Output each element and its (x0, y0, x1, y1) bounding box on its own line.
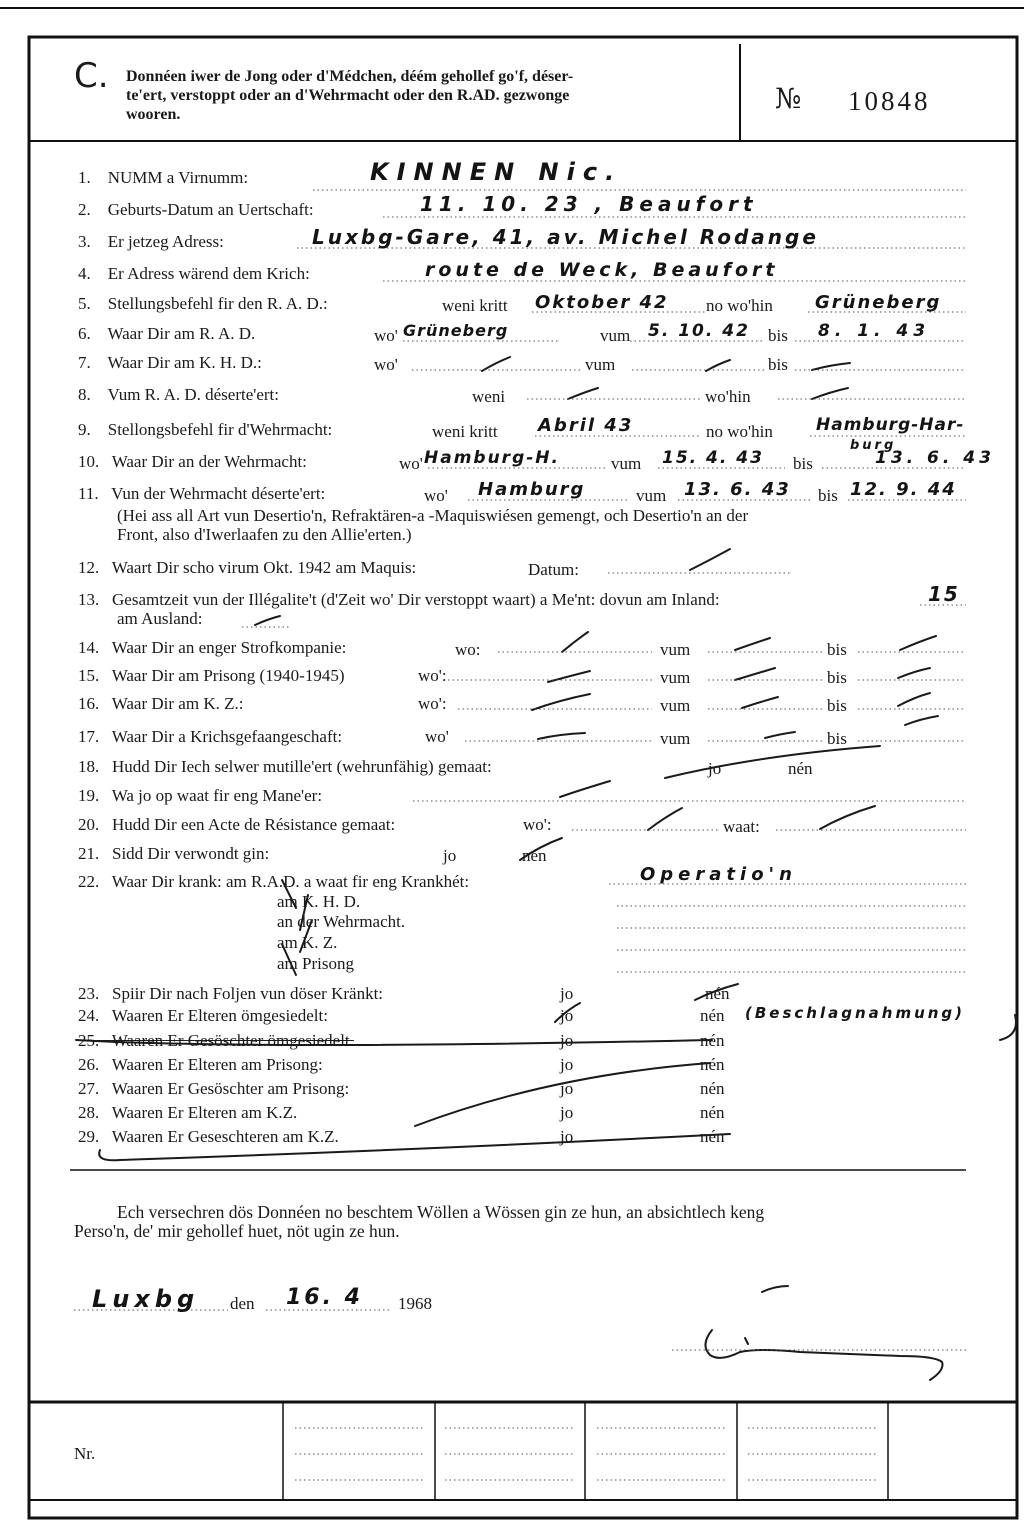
row-9 (78, 420, 332, 440)
row-number: 26. (78, 1055, 100, 1074)
nen-option: nén (522, 846, 547, 865)
nen-option: nén (700, 1055, 725, 1074)
wo-label: wo': (523, 815, 552, 834)
number-sign: № (775, 82, 802, 115)
row-label: Er Adress wärend dem Krich: (107, 264, 310, 283)
row-number: 20. (78, 815, 100, 834)
row-label: Gesamtzeit vun der Illégalite't (d'Zeit wo' Dir verstoppt waart) a Me'nt: dovun am Inland: (112, 590, 720, 609)
row-number: 21. (78, 844, 100, 863)
nr-label: Nr. (74, 1444, 96, 1463)
row-26 (78, 1055, 323, 1075)
row-label: Waar Dir am K. H. D.: (107, 353, 262, 372)
vum-label: vum (660, 640, 691, 659)
wo-value: Hamburg (478, 479, 586, 500)
row-6 (78, 324, 255, 344)
bis-value: 8. 1. 43 (818, 321, 931, 341)
vum-label: vum (636, 486, 667, 505)
bis-value: 13. 6. 43 (875, 448, 995, 468)
row-label: Hudd Dir Iech selwer mutille'ert (wehrunfähig) gemaat: (112, 757, 492, 776)
nen-option: nén (700, 1031, 725, 1050)
row-number: 12. (78, 558, 100, 577)
row-number: 7. (78, 353, 91, 372)
vum-label: vum (660, 729, 691, 748)
vum-label: vum (660, 668, 691, 687)
row-number: 17. (78, 727, 100, 746)
vum-label: vum (660, 696, 691, 715)
row-number: 18. (78, 757, 100, 776)
war-address-value: route de Weck, Beaufort (425, 259, 779, 281)
row-8 (78, 385, 279, 405)
row-14 (78, 638, 346, 658)
jo-option: jo (560, 1079, 574, 1098)
row-1 (78, 168, 248, 188)
wo-label: wo': (418, 694, 447, 713)
illness-sub-khd: am K. H. D. (277, 892, 361, 911)
illness-sub-kz: am K. Z. (277, 933, 338, 952)
illness-sub-prisong: am Prisong (277, 954, 354, 973)
row-24-note: (Beschlagnahmung) (745, 1004, 966, 1022)
nowohin-value: Hamburg-Har- (816, 415, 965, 435)
row-number: 8. (78, 385, 91, 404)
row-23 (78, 984, 383, 1004)
row-label: Waaren Er Gesöschter am Prisong: (111, 1079, 350, 1098)
nen-option: nén (700, 1079, 725, 1098)
row-label: Waaren Er Elteren ömgesiedelt: (111, 1006, 328, 1025)
row-number: 27. (78, 1079, 100, 1098)
wo-label: wo': (418, 666, 447, 685)
row-label: Waaren Er Elteren am Prisong: (111, 1055, 323, 1074)
declaration-line-2: Perso'n, de' mir gehollef huet, nöt ugin ze hun. (74, 1221, 400, 1241)
wo-label: wo' (374, 326, 398, 345)
row-number: 19. (78, 786, 100, 805)
row-number: 29. (78, 1127, 100, 1146)
row-number: 5. (78, 294, 91, 313)
waat-label: waat: (723, 817, 760, 836)
row-27 (78, 1079, 349, 1099)
row-label: Sidd Dir verwondt gin: (112, 844, 270, 863)
wo-value: Hamburg-H. (424, 448, 560, 468)
row-number: 13. (78, 590, 100, 609)
nen-option: nén (788, 759, 813, 778)
row-13 (78, 590, 720, 610)
weni-label: weni kritt (432, 422, 498, 441)
row-label: Vum R. A. D. déserte'ert: (107, 385, 279, 404)
bis-label: bis (768, 326, 788, 345)
jo-option: jo (560, 1127, 574, 1146)
section-header (126, 67, 573, 124)
header-line-3: wooren. (126, 106, 181, 123)
row-label: Waar Dir a Krichsgefaangeschaft: (111, 727, 343, 746)
row-label: Stellongsbefehl fir d'Wehrmacht: (107, 420, 333, 439)
ausland-label: am Ausland: (117, 609, 203, 628)
vum-label: vum (611, 454, 642, 473)
row-24 (78, 1006, 328, 1026)
header-line-2: te'ert, verstoppt oder an d'Wehrmacht oder den R.AD. gezwonge (126, 87, 570, 104)
row-number: 11. (78, 484, 99, 503)
row-label: Vun der Wehrmacht déserte'ert: (111, 484, 326, 503)
name-value: KINNEN Nic. (370, 158, 623, 186)
bis-label: bis (768, 355, 788, 374)
row-number: 22. (78, 872, 100, 891)
year-label: 1968 (398, 1294, 432, 1313)
wo-label: wo' (399, 454, 423, 473)
nowohin-label: no wo'hin (706, 422, 773, 441)
row-label: Waar Dir krank: am R.A.D. a waat fir eng Krankhét: (111, 872, 470, 891)
inland-value: 15 (928, 582, 960, 606)
address-value: Luxbg-Gare, 41, av. Michel Rodange (312, 225, 819, 249)
row-number: 24. (78, 1006, 100, 1025)
row-number: 25. (78, 1031, 100, 1050)
desertion-note-1: (Hei ass all Art vun Desertio'n, Refraktären-a -Maquiswiésen gemengt, och Desertio'n an der (117, 506, 749, 525)
wo-label: wo: (455, 640, 481, 659)
nen-option: nén (700, 1127, 725, 1146)
nen-option: nén (705, 984, 730, 1003)
row-3 (78, 232, 224, 252)
row-number: 2. (78, 200, 91, 219)
row-label: Waar Dir am R. A. D. (107, 324, 256, 343)
row-label: Stellungsbefehl fir den R. A. D.: (107, 294, 328, 313)
wo-label: wo' (374, 355, 398, 374)
row-number: 1. (78, 168, 91, 187)
row-number: 6. (78, 324, 91, 343)
bis-value: 12. 9. 44 (850, 479, 957, 500)
jo-option: jo (560, 1006, 574, 1025)
row-11 (78, 484, 325, 504)
row-2 (78, 200, 314, 220)
row-25 (78, 1031, 354, 1051)
row-4 (78, 264, 310, 284)
row-18 (78, 757, 492, 777)
section-letter: C. (74, 56, 109, 96)
row-number: 9. (78, 420, 91, 439)
row-number: 15. (78, 666, 100, 685)
header-line-1: Donnéen iwer de Jong oder d'Médchen, déém gehollef go'f, déser- (126, 68, 574, 85)
nowohin-value-cont: burg (850, 438, 897, 453)
row-20 (78, 815, 395, 835)
row-5 (78, 294, 328, 314)
row-number: 16. (78, 694, 100, 713)
vum-value: 5. 10. 42 (648, 321, 750, 341)
row-10 (78, 452, 307, 472)
den-label: den (230, 1294, 255, 1313)
wo-label: wo' (425, 727, 449, 746)
place-value: Luxbg (92, 1285, 200, 1313)
bis-label: bis (827, 729, 847, 748)
weni-label: weni kritt (442, 296, 508, 315)
jo-option: jo (708, 759, 722, 778)
bis-label: bis (793, 454, 813, 473)
bis-label: bis (827, 696, 847, 715)
nowohin-label: no wo'hin (706, 296, 773, 315)
row-number: 23. (78, 984, 100, 1003)
row-21 (78, 844, 269, 864)
date-value: 16. 4 (286, 1285, 363, 1310)
row-label: Spiir Dir nach Foljen vun döser Kränkt: (112, 984, 384, 1003)
row-number: 10. (78, 452, 100, 471)
jo-option: jo (560, 1031, 574, 1050)
vum-label: vum (585, 355, 616, 374)
vum-label: vum (600, 326, 631, 345)
wo-value: Grüneberg (403, 321, 509, 340)
row-label: Waaren Er Elteren am K.Z. (111, 1103, 298, 1122)
row-7 (78, 353, 262, 373)
row-label: Waaren Er Geseschteren am K.Z. (111, 1127, 339, 1146)
declaration-line-1: Ech versechren dös Donnéen no beschtem Wöllen a Wössen gin ze hun, an absichtlech keng (117, 1202, 765, 1222)
row-label: Er jetzeg Adress: (107, 232, 224, 251)
bis-label: bis (827, 668, 847, 687)
row-16 (78, 694, 243, 714)
row-label: Hudd Dir een Acte de Résistance gemaat: (112, 815, 396, 834)
row-number: 28. (78, 1103, 100, 1122)
row-label: Wa jo op waat fir eng Mane'er: (111, 786, 323, 805)
row-17 (78, 727, 342, 747)
desertion-note-2: Front, also d'Iwerlaafen zu den Allie'erten.) (117, 525, 412, 544)
row-12 (78, 558, 416, 578)
nen-option: nén (700, 1006, 725, 1025)
row-label: Waaren Er Gesöschter ömgesiedelt. (111, 1031, 354, 1050)
weni-value: Oktober 42 (535, 292, 669, 313)
row-label: Waar Dir am Prisong (1940-1945) (111, 666, 345, 685)
row-label: NUMM a Virnumm: (107, 168, 249, 187)
illness-sub-wehrmacht: an der Wehrmacht. (277, 912, 406, 931)
row-label: Waart Dir scho virum Okt. 1942 am Maquis: (111, 558, 417, 577)
row-22 (78, 872, 469, 892)
birth-value: 11. 10. 23 , Beaufort (420, 192, 758, 216)
form-number: 10848 (848, 86, 931, 116)
row-19 (78, 786, 322, 806)
jo-option: jo (560, 1055, 574, 1074)
row-label: Waar Dir an der Wehrmacht: (111, 452, 307, 471)
row-number: 14. (78, 638, 100, 657)
nen-option: nén (700, 1103, 725, 1122)
row-label: Waar Dir an enger Strofkompanie: (111, 638, 347, 657)
jo-option: jo (560, 984, 574, 1003)
nowohin-value: Grüneberg (815, 292, 942, 313)
weni-value: Abril 43 (538, 415, 634, 436)
row-15 (78, 666, 345, 686)
jo-option: jo (443, 846, 457, 865)
row-label: Geburts-Datum an Uertschaft: (107, 200, 314, 219)
row-29 (78, 1127, 339, 1147)
illness-value: Operatio'n (640, 864, 797, 885)
vum-value: 15. 4. 43 (662, 448, 764, 468)
weni-label: weni (472, 387, 506, 406)
wo-label: wo' (424, 486, 448, 505)
wohin-label: wo'hin (705, 387, 751, 406)
row-number: 3. (78, 232, 91, 251)
bis-label: bis (827, 640, 847, 659)
row-28 (78, 1103, 297, 1123)
row-label: Waar Dir am K. Z.: (111, 694, 244, 713)
row-number: 4. (78, 264, 91, 283)
datum-label: Datum: (528, 560, 579, 579)
bis-label: bis (818, 486, 838, 505)
vum-value: 13. 6. 43 (684, 479, 791, 500)
jo-option: jo (560, 1103, 574, 1122)
